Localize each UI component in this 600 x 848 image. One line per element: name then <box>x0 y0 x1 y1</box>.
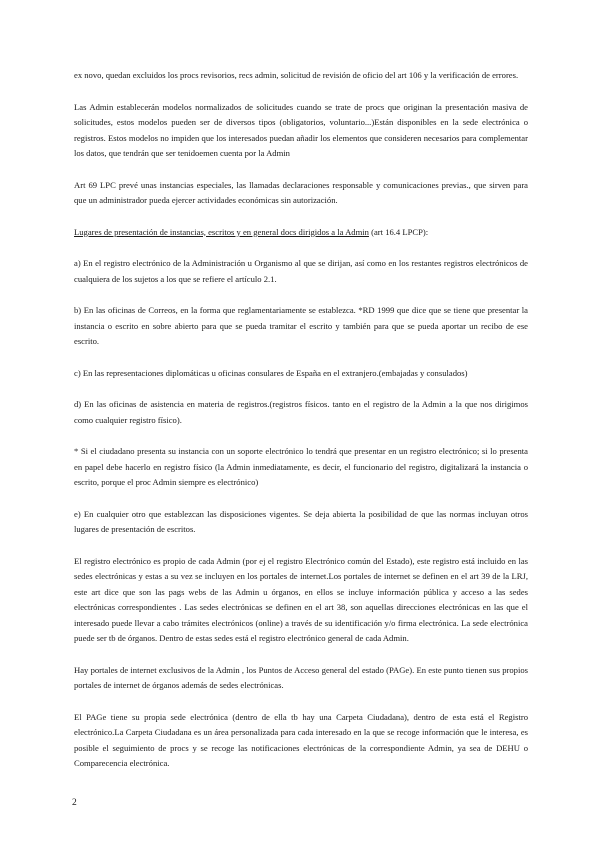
list-item: e) En cualquier otro que establezcan las disposiciones vigentes. Se deja abierta la posibilidad de que las normas incluyan otros lugares de presentación de escritos. <box>74 508 528 534</box>
page-number: 2 <box>72 798 77 808</box>
paragraph: Art 69 LPC prevé unas instancias especiales, las llamadas declaraciones responsable y comunicaciones previas., que sirven para que un administrador pueda ejercer actividades económicas sin autorización. <box>74 179 528 205</box>
note-paragraph: * Si el ciudadano presenta su instancia con un soporte electrónico lo tendrá que presentar en un registro electrónico; si lo presenta en papel debe hacerlo en registro físico (la Admin inmediatamente, es decir, el funcionario del registro, digitalizará la instancia o escrito, porque el proc Admin siempre es electrónico) <box>74 446 528 487</box>
paragraph: El registro electrónico es propio de cada Admin (por ej el registro Electrónico común del Estado), este registro está incluido en las sedes electrónicas y estas a su vez se incluyen en los portales de internet.Los portales de internet se definen en el art 39 de la LRJ, este art dice que son las pags webs de las Admin u órganos, en ellos se incluye información pública y acceso a las sedes electrónicas correspondientes . Las sedes electrónicas se definen en el art 38, son aquellas direcciones electrónicas en las que el interesado puede llevar a cabo trámites electrónicos (online) a través de su identificación y/o firma electrónica. La sede electrónica puede ser tb de órganos. Dentro de estas sedes está el registro electrónico general de cada Admin. <box>74 555 528 643</box>
paragraph: El PAGe tiene su propia sede electrónica (dentro de ella tb hay una Carpeta Ciudadana), dentro de esta está el Registro electrónico.La Carpeta Ciudadana es un área personalizada para cada interesado en la que se recoge información que le interesa, es posible el seguimiento de procs y se recoge las notificaciones electrónicas de la correspondiente Admin, ya sea de DEHU o Comparecencia electrónica. <box>74 711 528 768</box>
paragraph: ex novo, quedan excluidos los procs revisorios, recs admin, solicitud de revisión de oficio del art 106 y la verificación de errores. <box>74 70 519 80</box>
paragraph: Hay portales de internet exclusivos de la Admin , los Puntos de Acceso general del estado (PAGe). En este punto tienen sus propios portales de internet de órganos además de sedes electrónicas. <box>74 664 528 690</box>
list-item: b) En las oficinas de Correos, en la forma que reglamentariamente se establezca. *RD 1999 que dice que se tiene que presentar la instancia o escrito en sobre abierto para que se pueda tramitar el escrito y también para que se pueda aportar un recibo de ese escrito. <box>74 305 528 346</box>
section-heading-underlined: Lugares de presentación de instancias, escritos y en general docs dirigidos a la Admin <box>74 226 369 237</box>
list-item: d) En las oficinas de asistencia en materia de registros.(registros físicos. tanto en el registro de la Admin a la que nos dirigimos como cualquier registro físico). <box>74 399 528 425</box>
document-body <box>74 68 528 788</box>
list-item: c) En las representaciones diplomáticas u oficinas consulares de España en el extranjero.(embajadas y consulados) <box>74 367 468 378</box>
section-heading <box>74 225 528 241</box>
list-item: a) En el registro electrónico de la Administración u Organismo al que se dirijan, así como en los restantes registros electrónicos de cualquiera de los sujetos a los que se refiere el artículo 2.1. <box>74 258 528 284</box>
paragraph: Las Admin establecerán modelos normalizados de solicitudes cuando se trate de procs que originan la presentación masiva de solicitudes, estos modelos pueden ser de diversos tipos (obligatorios, voluntario...)Están disponibles en la sede electrónica o registros. Estos modelos no impiden que los interesados puedan añadir los elementos que consideren necesarios para complementar los datos, que tendrán que ser tenidoemen cuenta por la Admin <box>74 101 528 158</box>
section-heading-reference: (art 16.4 LPCP): <box>368 226 429 237</box>
